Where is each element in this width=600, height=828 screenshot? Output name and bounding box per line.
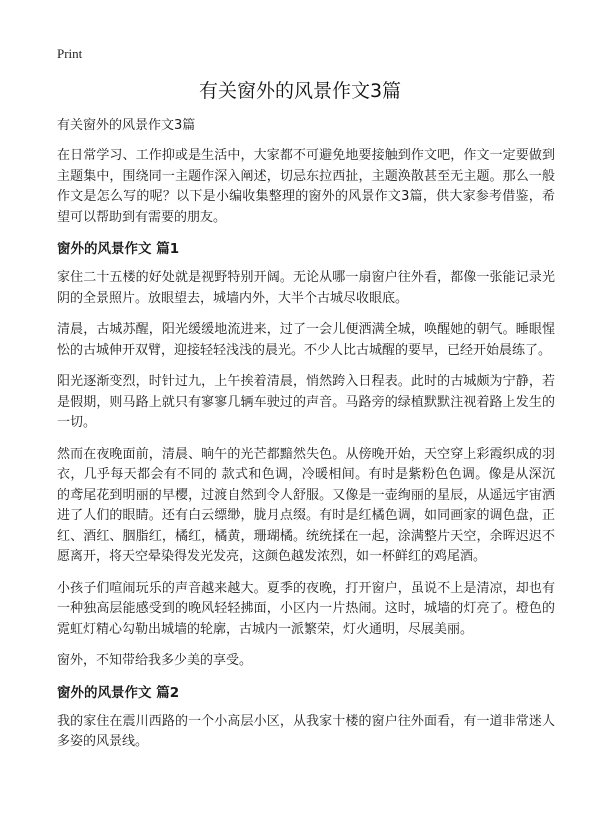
section-1-heading: 窗外的风景作文 篇1 <box>57 241 180 257</box>
document-subtitle: 有关窗外的风景作文3篇 <box>57 118 196 133</box>
intro-paragraph: 在日常学习、工作抑或是生活中，大家都不可避免地要接触到作文吧，作文一定要做到主题集中，围绕同一主题作深入阐述，切忌东拉西扯，主题涣散甚至无主题。那么一般作文是怎么写的呢？以下是小编收集整理的窗外的风景作文3篇，供大家参考借鉴，希望可以帮助到有需要的朋友。 <box>57 148 555 225</box>
print-link[interactable]: Print <box>57 46 83 61</box>
section-1-paragraph: 清晨，古城苏醒，阳光缓缓地流进来，过了一会儿便洒满全城，唤醒她的朝气。睡眼惺忪的古城伸开双臂，迎接轻轻浅浅的晨光。不少人比古城醒的要早，已经开始晨练了。 <box>57 322 555 358</box>
section-1-paragraph: 家住二十五楼的好处就是视野特别开阔。无论从哪一扇窗户往外看，都像一张能记录光阴的全景照片。放眼望去，城墙内外，大半个古城尽收眼底。 <box>57 270 555 306</box>
section-1-paragraph: 然而在夜晚面前，清晨、晌午的光芒都黯然失色。从傍晚开始，天空穿上彩霞织成的羽衣，几乎每天都会有不同的 款式和色调，冷暖相间。有时是紫粉色色调。像是从深沉的鸢尾花到明丽的早樱，过渡自然到令人舒服。又像是一壶绚丽的星辰，从遥远宇宙洒进了人们的眼睛。还有白云缥缈，胧月点缀。有时是红橘色调，如同画家的调色盘，正红、酒红、胭脂红，橘红，橘黄，珊瑚橘。统统揉在一起，涂满整片天空，余晖迟迟不愿离开，将天空晕染得发光发亮，这颜色越发浓烈，如一杯鲜红的鸡尾酒。 <box>57 446 555 564</box>
section-1-paragraph: 小孩子们喧闹玩乐的声音越来越大。夏季的夜晚，打开窗户，虽说不上是清凉，却也有一种独高层能感受到的晚风轻轻拂面，小区内一片热闹。这时，城墙的灯亮了。橙色的霓虹灯精心勾勒出城墙的轮廓，古城内一派繁荣，灯火通明，尽展美丽。 <box>57 580 555 637</box>
section-1-paragraph: 窗外，不知带给我多少美的享受。 <box>57 653 253 668</box>
section-1-paragraph: 阳光逐渐变烈，时针过九，上午挨着清晨，悄然跨入日程表。此时的古城颇为宁静，若是假期，则马路上就只有寥寥几辆车驶过的声音。马路旁的绿植默默注视着路上发生的一切。 <box>57 374 555 430</box>
document-body <box>57 116 555 764</box>
section-2-paragraph: 我的家住在震川西路的一个小高层小区，从我家十楼的窗户往外面看，有一道非常迷人多姿的风景线。 <box>57 713 555 749</box>
section-2-heading: 窗外的风景作文 篇2 <box>57 684 180 701</box>
document-title: 有关窗外的风景作文3篇 <box>198 80 402 102</box>
